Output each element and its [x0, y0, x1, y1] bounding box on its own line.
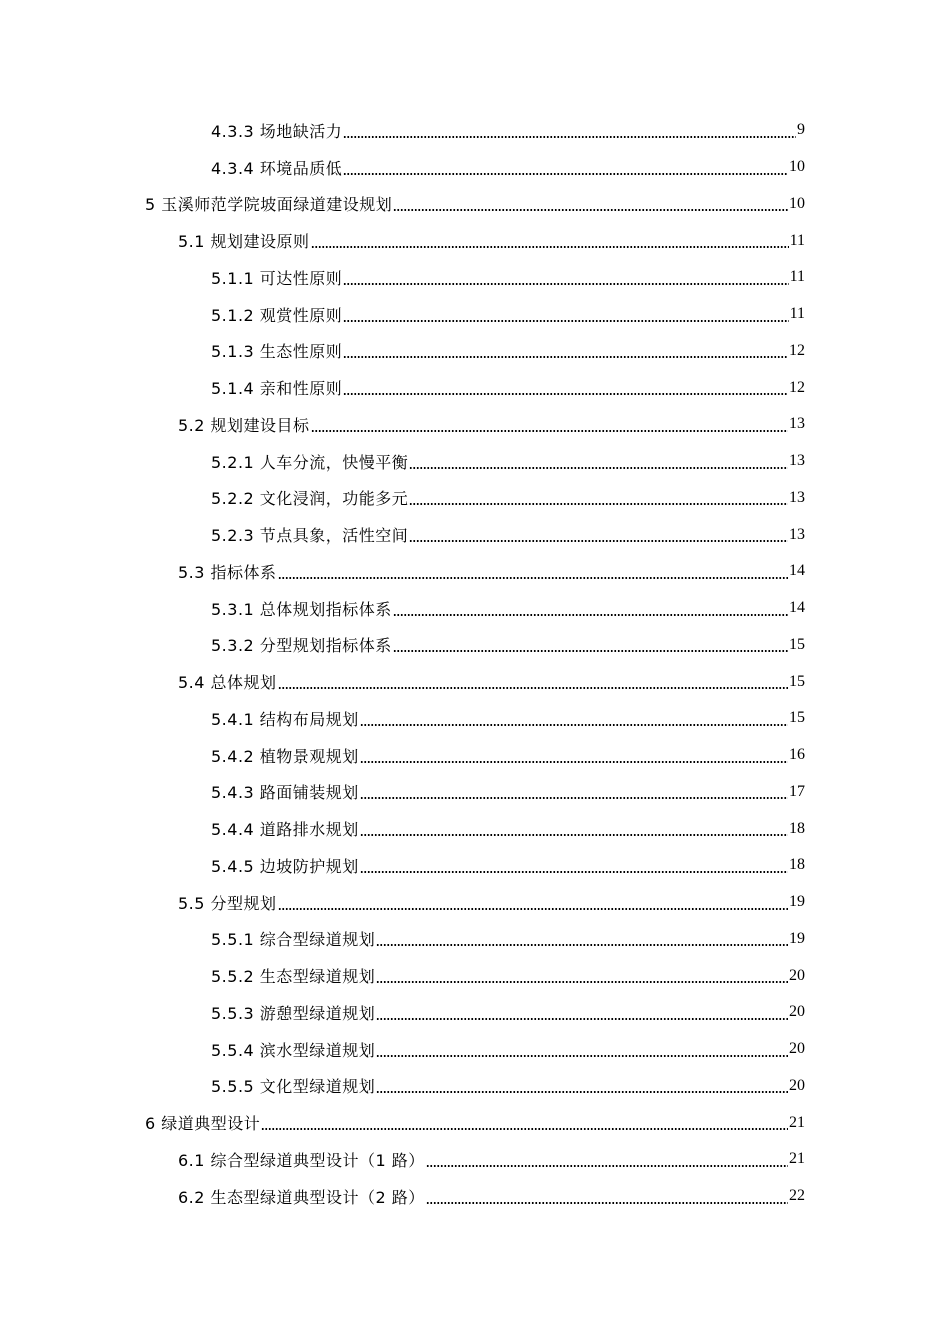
toc-dot-leader	[376, 981, 788, 983]
toc-entry-title: 5.2.2 文化浸润，功能多元	[211, 489, 409, 509]
toc-entry-page-number: 14	[789, 562, 805, 580]
toc-dot-leader	[311, 246, 789, 248]
toc-entry-title: 5.5.1 综合型绿道规划	[211, 930, 376, 950]
toc-entry-page-number: 21	[789, 1150, 805, 1168]
toc-entry[interactable]	[0, 884, 950, 921]
toc-dot-leader	[278, 687, 788, 689]
toc-entry[interactable]	[0, 994, 950, 1031]
toc-entry[interactable]	[0, 957, 950, 994]
toc-entry-page-number: 15	[789, 672, 805, 690]
toc-entry-title: 5.3.2 分型规划指标体系	[211, 636, 392, 656]
toc-entry[interactable]	[0, 516, 950, 553]
toc-entry[interactable]	[0, 847, 950, 884]
toc-entry-title: 5.1 规划建设原则	[178, 232, 310, 252]
toc-dot-leader	[393, 650, 788, 652]
toc-dot-leader	[360, 871, 788, 873]
toc-entry-page-number: 12	[789, 341, 805, 359]
toc-entry-title: 5.1.2 观赏性原则	[211, 305, 343, 325]
toc-entry[interactable]	[0, 369, 950, 406]
toc-dot-leader	[409, 503, 788, 505]
toc-entry-title: 6 绿道典型设计	[145, 1114, 261, 1134]
toc-entry-page-number: 10	[789, 158, 805, 176]
toc-entry-title: 4.3.3 场地缺活力	[211, 121, 343, 141]
toc-dot-leader	[360, 724, 788, 726]
toc-dot-leader	[376, 1055, 788, 1057]
toc-entry-title: 5.4.5 边坡防护规划	[211, 856, 359, 876]
toc-dot-leader	[393, 209, 788, 211]
toc-entry-title: 5.1.4 亲和性原则	[211, 379, 343, 399]
toc-entry-title: 5.5 分型规划	[178, 893, 277, 913]
toc-entry[interactable]	[0, 186, 950, 223]
toc-entry[interactable]	[0, 222, 950, 259]
toc-entry[interactable]	[0, 1104, 950, 1141]
toc-entry-title: 5.1.1 可达性原则	[211, 268, 343, 288]
toc-entry-title: 6.2 生态型绿道典型设计（2 路）	[178, 1187, 425, 1207]
toc-dot-leader	[343, 136, 796, 138]
toc-entry[interactable]	[0, 333, 950, 370]
toc-entry-title: 5 玉溪师范学院坡面绿道建设规划	[145, 195, 393, 215]
toc-entry-title: 5.5.4 滨水型绿道规划	[211, 1040, 376, 1060]
toc-entry-title: 5.5.5 文化型绿道规划	[211, 1077, 376, 1097]
toc-entry-page-number: 11	[789, 305, 805, 323]
toc-entry[interactable]	[0, 1141, 950, 1178]
toc-entry-page-number: 20	[789, 1040, 805, 1058]
toc-entry-page-number: 17	[789, 782, 805, 800]
toc-entry-page-number: 10	[789, 194, 805, 212]
toc-entry-title: 5.5.3 游憩型绿道规划	[211, 1003, 376, 1023]
toc-dot-leader	[409, 467, 788, 469]
toc-entry[interactable]	[0, 443, 950, 480]
toc-dot-leader	[360, 834, 788, 836]
toc-entry[interactable]	[0, 774, 950, 811]
toc-entry-page-number: 15	[789, 709, 805, 727]
toc-entry[interactable]	[0, 921, 950, 958]
toc-entry-page-number: 13	[789, 488, 805, 506]
toc-entry-page-number: 11	[789, 231, 805, 249]
toc-entry-page-number: 16	[789, 746, 805, 764]
toc-entry[interactable]	[0, 663, 950, 700]
toc-entry-page-number: 15	[789, 635, 805, 653]
toc-entry-title: 5.2 规划建设目标	[178, 415, 310, 435]
toc-dot-leader	[278, 577, 788, 579]
toc-entry[interactable]	[0, 296, 950, 333]
toc-entry-page-number: 19	[789, 929, 805, 947]
toc-entry[interactable]	[0, 406, 950, 443]
toc-dot-leader	[261, 1128, 788, 1130]
toc-dot-leader	[343, 393, 788, 395]
toc-dot-leader	[278, 908, 788, 910]
toc-dot-leader	[311, 430, 788, 432]
toc-entry-title: 5.4.2 植物景观规划	[211, 746, 359, 766]
table-of-contents	[0, 112, 950, 1215]
toc-dot-leader	[343, 173, 788, 175]
toc-dot-leader	[343, 320, 788, 322]
toc-entry-page-number: 19	[789, 893, 805, 911]
toc-dot-leader	[376, 1018, 788, 1020]
toc-entry-title: 5.2.1 人车分流，快慢平衡	[211, 452, 409, 472]
toc-entry[interactable]	[0, 1031, 950, 1068]
toc-entry-page-number: 20	[789, 1003, 805, 1021]
toc-entry[interactable]	[0, 700, 950, 737]
toc-entry-page-number: 20	[789, 1076, 805, 1094]
toc-entry-title: 5.5.2 生态型绿道规划	[211, 967, 376, 987]
toc-dot-leader	[376, 1091, 788, 1093]
toc-entry-title: 4.3.4 环境品质低	[211, 158, 343, 178]
toc-dot-leader	[360, 797, 788, 799]
toc-dot-leader	[426, 1165, 788, 1167]
toc-dot-leader	[343, 283, 788, 285]
toc-entry-page-number: 11	[789, 268, 805, 286]
toc-entry-page-number: 14	[789, 599, 805, 617]
toc-entry-page-number: 13	[789, 452, 805, 470]
toc-entry[interactable]	[0, 553, 950, 590]
toc-entry-title: 5.2.3 节点具象，活性空间	[211, 526, 409, 546]
toc-entry-page-number: 9	[797, 121, 805, 139]
toc-entry[interactable]	[0, 259, 950, 296]
toc-entry-page-number: 20	[789, 966, 805, 984]
toc-entry-page-number: 12	[789, 378, 805, 396]
toc-dot-leader	[343, 356, 788, 358]
toc-entry-title: 5.4.1 结构布局规划	[211, 709, 359, 729]
toc-entry-page-number: 18	[789, 856, 805, 874]
toc-entry-title: 5.4.4 道路排水规划	[211, 820, 359, 840]
toc-entry[interactable]	[0, 1178, 950, 1215]
toc-entry-title: 5.4.3 路面铺装规划	[211, 783, 359, 803]
toc-entry[interactable]	[0, 810, 950, 847]
toc-dot-leader	[393, 614, 788, 616]
toc-entry[interactable]	[0, 1068, 950, 1105]
toc-entry-page-number: 18	[789, 819, 805, 837]
toc-entry-page-number: 13	[789, 525, 805, 543]
toc-entry[interactable]	[0, 737, 950, 774]
toc-dot-leader	[376, 944, 788, 946]
toc-entry[interactable]	[0, 480, 950, 517]
toc-entry[interactable]	[0, 149, 950, 186]
toc-dot-leader	[360, 761, 788, 763]
toc-entry[interactable]	[0, 112, 950, 149]
toc-entry-page-number: 13	[789, 415, 805, 433]
toc-dot-leader	[426, 1202, 788, 1204]
toc-dot-leader	[409, 540, 788, 542]
toc-entry-title: 6.1 综合型绿道典型设计（1 路）	[178, 1150, 425, 1170]
toc-entry-title: 5.1.3 生态性原则	[211, 342, 343, 362]
toc-entry-title: 5.3 指标体系	[178, 562, 277, 582]
toc-entry[interactable]	[0, 627, 950, 664]
toc-entry-page-number: 22	[789, 1187, 805, 1205]
toc-entry-title: 5.3.1 总体规划指标体系	[211, 599, 392, 619]
toc-entry-page-number: 21	[789, 1113, 805, 1131]
toc-entry-title: 5.4 总体规划	[178, 673, 277, 693]
toc-entry[interactable]	[0, 590, 950, 627]
